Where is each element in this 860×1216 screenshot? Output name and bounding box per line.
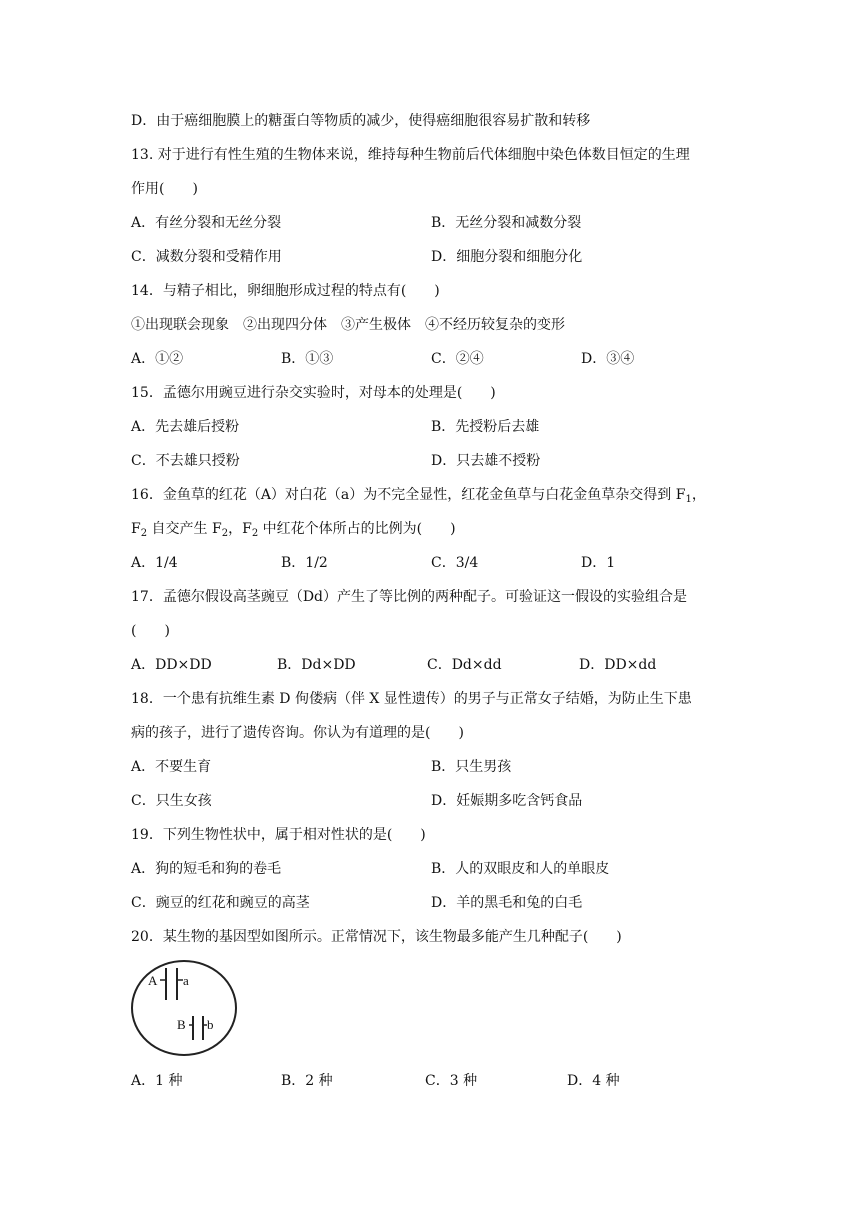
q16-option-d: D．1 [581, 555, 616, 571]
q17-stem-line2: ( ) [131, 623, 170, 639]
text: F [131, 521, 141, 537]
q19-option-a: A．狗的短毛和狗的卷毛 [131, 861, 282, 877]
q17-option-a: A．DD×DD [131, 657, 212, 673]
q18-option-a: A．不要生育 [131, 759, 212, 775]
q14-stem: 14．与精子相比，卵细胞形成过程的特点有( ) [131, 283, 440, 299]
q19-option-c: C．豌豆的红花和豌豆的高茎 [131, 895, 310, 911]
q17-option-b: B．Dd×DD [277, 657, 356, 673]
q17-option-d: D．DD×dd [579, 657, 657, 673]
q20-stem: 20．某生物的基因型如图所示。正常情况下，该生物最多能产生几种配子( ) [131, 929, 622, 945]
q19-option-b: B．人的双眼皮和人的单眼皮 [431, 861, 610, 877]
subscript: 2 [221, 528, 229, 539]
q14-option-a: A．①② [131, 351, 184, 367]
gene-cell-diagram [129, 958, 241, 1058]
q16-stem-line2 [131, 519, 456, 539]
gene-label-b: b [207, 1017, 214, 1032]
q16-stem-line1-text: 16．金鱼草的红花（A）对白花（a）为不完全显性，红花金鱼草与白花金鱼草杂交得到 F [131, 487, 686, 503]
q16-option-c: C．3/4 [431, 555, 479, 571]
q20-option-b: B．2 种 [281, 1073, 333, 1089]
q13-stem-line2: 作用( ) [131, 181, 198, 197]
q14-option-b: B．①③ [281, 351, 334, 367]
q13-stem-line1: 13. 对于进行有性生殖的生物体来说，维持每种生物前后代体细胞中染色体数目恒定的生理 [131, 147, 690, 163]
q16-option-a: A．1/4 [131, 555, 178, 571]
q16-stem-line1 [131, 485, 706, 505]
text: 中红花个体所占的比例为( ) [258, 521, 456, 537]
q20-option-c: C．3 种 [425, 1073, 478, 1089]
q20-option-d: D．4 种 [567, 1073, 620, 1089]
q15-option-a: A．先去雄后授粉 [131, 419, 240, 435]
q15-option-b: B．先授粉后去雄 [431, 419, 540, 435]
q16-option-b: B．1/2 [281, 555, 328, 571]
q13-option-b: B．无丝分裂和减数分裂 [431, 215, 582, 231]
q14-items: ①出现联会现象 ②出现四分体 ③产生极体 ④不经历较复杂的变形 [131, 317, 565, 333]
q15-option-d: D．只去雄不授粉 [431, 453, 541, 469]
q18-stem-line1: 18．一个患有抗维生素 D 佝偻病（伴 X 显性遗传）的男子与正常女子结婚，为防止生下患 [131, 691, 692, 707]
gene-label-a: a [183, 973, 189, 988]
q13-option-c: C．减数分裂和受精作用 [131, 249, 282, 265]
q18-option-d: D．妊娠期多吃含钙食品 [431, 793, 583, 809]
subscript: 2 [251, 528, 259, 539]
q17-stem-line1: 17．孟德尔假设高茎豌豆（Dd）产生了等比例的两种配子。可验证这一假设的实验组合是 [131, 589, 687, 605]
q15-stem: 15．孟德尔用豌豆进行杂交实验时，对母本的处理是( ) [131, 385, 496, 401]
q18-option-b: B．只生男孩 [431, 759, 512, 775]
subscript: 2 [140, 528, 148, 539]
gene-label-A: A [148, 973, 158, 988]
q18-option-c: C．只生女孩 [131, 793, 212, 809]
q13-option-d: D．细胞分裂和细胞分化 [431, 249, 583, 265]
q17-option-c: C．Dd×dd [427, 657, 502, 673]
q18-stem-line2: 病的孩子，进行了遗传咨询。你认为有道理的是( ) [131, 725, 464, 741]
q13-option-a: A．有丝分裂和无丝分裂 [131, 215, 282, 231]
q12-option-d: D．由于癌细胞膜上的糖蛋白等物质的减少，使得癌细胞很容易扩散和转移 [131, 113, 591, 129]
q19-stem: 19．下列生物性状中，属于相对性状的是( ) [131, 827, 426, 843]
q14-option-d: D．③④ [581, 351, 635, 367]
text: 自交产生 F [147, 521, 222, 537]
subscript: 1 [685, 494, 692, 505]
q14-option-c: C．②④ [431, 351, 484, 367]
text: ，F [228, 521, 252, 537]
gene-label-B: B [177, 1017, 186, 1032]
q15-option-c: C．不去雄只授粉 [131, 453, 240, 469]
q20-option-a: A．1 种 [131, 1073, 183, 1089]
q19-option-d: D．羊的黑毛和兔的白毛 [431, 895, 583, 911]
punctuation: ， [691, 487, 706, 503]
